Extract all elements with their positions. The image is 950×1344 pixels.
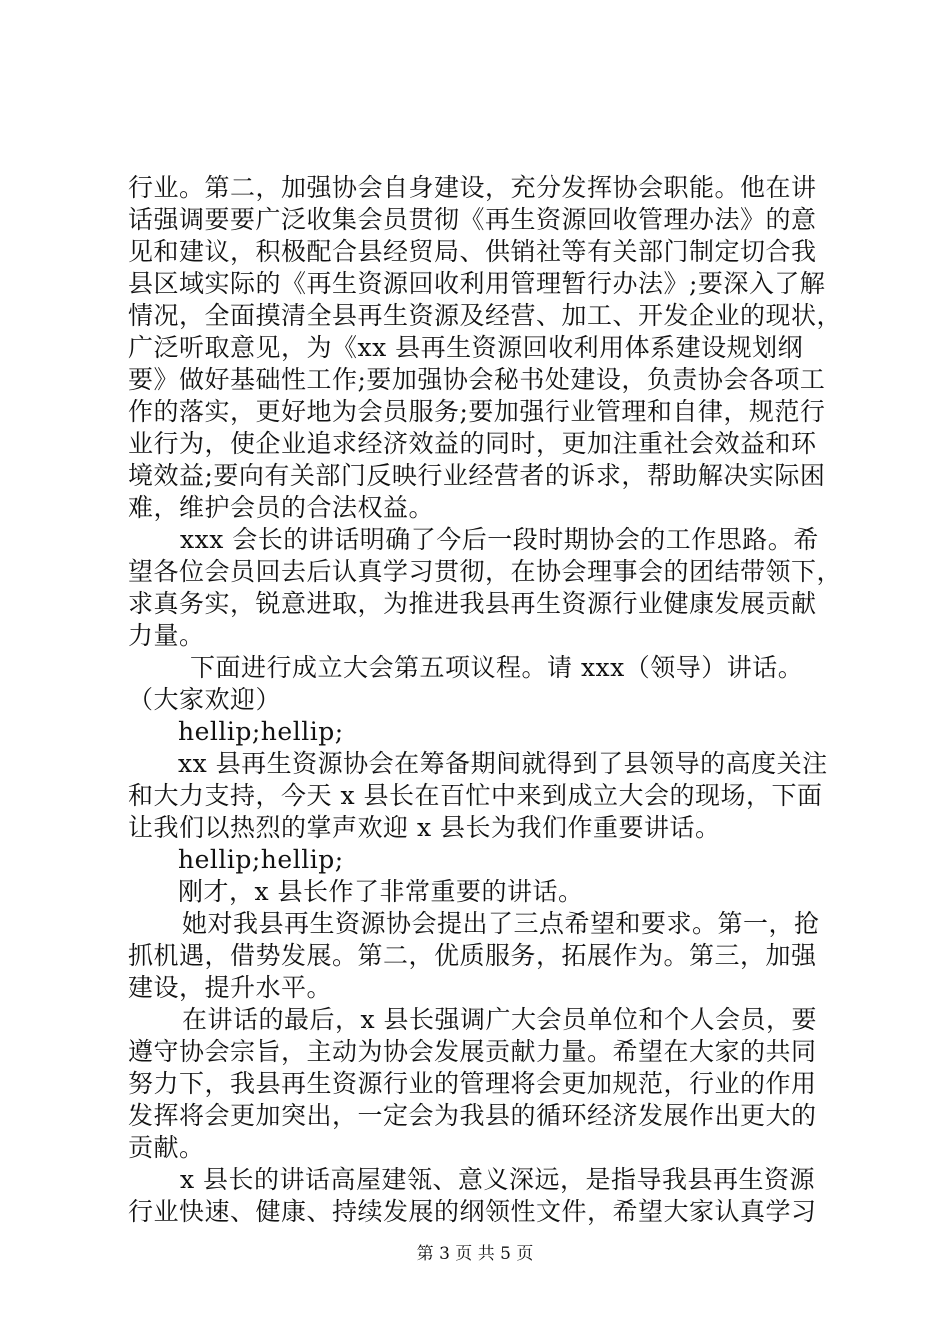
text-line: 情况，全面摸清全县再生资源及经营、加工、开发企业的现状， xyxy=(128,301,843,330)
text-line: 努力下，我县再生资源行业的管理将会更加规范，行业的作用 xyxy=(128,1069,817,1098)
text-line: 刚才，x 县长作了非常重要的讲话。 xyxy=(178,877,584,906)
text-line: 话强调要要广泛收集会员贯彻《再生资源回收管理办法》的意 xyxy=(128,205,817,234)
text-line: xxx 会长的讲话明确了今后一段时期协会的工作思路。希 xyxy=(180,525,819,554)
text-line: 遵守协会宗旨，主动为协会发展贡献力量。希望在大家的共同 xyxy=(128,1037,817,1066)
text-line: 望各位会员回去后认真学习贯彻，在协会理事会的团结带领下， xyxy=(128,557,843,586)
document-body xyxy=(128,172,843,1228)
text-line: 行业。第二，加强协会自身建设，充分发挥协会职能。他在讲 xyxy=(128,173,817,202)
text-line: 要》做好基础性工作;要加强协会秘书处建设，负责协会各项工 xyxy=(128,365,826,394)
text-line: 难，维护会员的合法权益。 xyxy=(128,493,435,522)
text-line: 作的落实，更好地为会员服务;要加强行业管理和自律，规范行 xyxy=(128,397,826,426)
text-line: 县区域实际的《再生资源回收利用管理暂行办法》;要深入了解 xyxy=(128,269,826,298)
text-line: 力量。 xyxy=(128,621,205,650)
text-line: 她对我县再生资源协会提出了三点希望和要求。第一，抢 xyxy=(182,909,820,938)
text-line: xx 县再生资源协会在筹备期间就得到了县领导的高度关注 xyxy=(178,749,828,778)
text-line: 让我们以热烈的掌声欢迎 x 县长为我们作重要讲话。 xyxy=(128,813,721,842)
text-line: 在讲话的最后，x 县长强调广大会员单位和个人会员，要 xyxy=(182,1005,818,1034)
text-line: （大家欢迎） xyxy=(128,685,282,714)
text-line: 抓机遇，借势发展。第二，优质服务，拓展作为。第三，加强 xyxy=(128,941,817,970)
text-line: 发挥将会更加突出，一定会为我县的循环经济发展作出更大的 xyxy=(128,1101,817,1130)
text-line: hellip;hellip; xyxy=(178,845,344,874)
text-line: 和大力支持，今天 x 县长在百忙中来到成立大会的现场，下面 xyxy=(128,781,823,810)
text-line: 见和建议，积极配合县经贸局、供销社等有关部门制定切合我 xyxy=(128,237,817,266)
text-line: x 县长的讲话高屋建瓴、意义深远，是指导我县再生资源 xyxy=(180,1165,816,1194)
text-line: 业行为，使企业追求经济效益的同时，更加注重社会效益和环 xyxy=(128,429,817,458)
text-line: 下面进行成立大会第五项议程。请 xxx（领导）讲话。 xyxy=(190,653,804,682)
page-footer: 第 3 页 共 5 页 xyxy=(416,1244,534,1264)
text-line: 行业快速、健康、持续发展的纲领性文件，希望大家认真学习 xyxy=(128,1197,817,1226)
text-line: 境效益;要向有关部门反映行业经营者的诉求，帮助解决实际困 xyxy=(128,461,826,490)
text-line: 建设，提升水平。 xyxy=(128,973,333,1002)
text-line: 求真务实，锐意进取，为推进我县再生资源行业健康发展贡献 xyxy=(128,589,817,618)
text-line: hellip;hellip; xyxy=(178,717,344,746)
text-line: 贡献。 xyxy=(128,1133,205,1162)
text-line: 广泛听取意见，为《xx 县再生资源回收利用体系建设规划纲 xyxy=(128,333,804,362)
